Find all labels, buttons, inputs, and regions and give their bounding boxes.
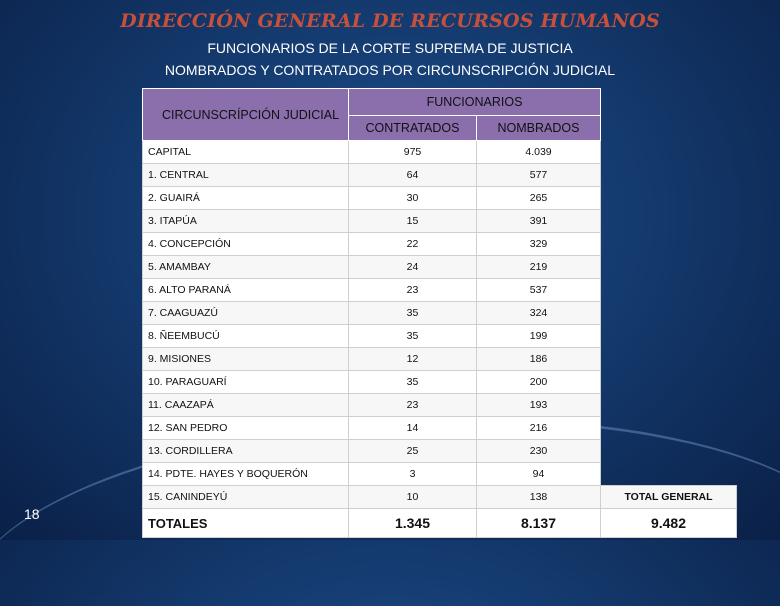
row-circunscripcion: 7. CAAGUAZÚ — [143, 302, 349, 325]
empty-cell — [601, 417, 737, 440]
empty-cell — [601, 394, 737, 417]
row-circunscripcion: 11. CAAZAPÁ — [143, 394, 349, 417]
table-row — [143, 164, 737, 187]
row-contratados: 23 — [349, 279, 477, 302]
row-circunscripcion: 1. CENTRAL — [143, 164, 349, 187]
totals-nombrados: 8.137 — [477, 509, 601, 538]
row-circunscripcion: 3. ITAPÚA — [143, 210, 349, 233]
page-title: DIRECCIÓN GENERAL DE RECURSOS HUMANOS — [120, 10, 660, 32]
row-nombrados: 193 — [477, 394, 601, 417]
row-nombrados: 265 — [477, 187, 601, 210]
row-contratados: 30 — [349, 187, 477, 210]
table-row — [143, 210, 737, 233]
totals-row — [143, 509, 737, 538]
row-circunscripcion: 10. PARAGUARÍ — [143, 371, 349, 394]
row-contratados: 24 — [349, 256, 477, 279]
row-circunscripcion: 9. MISIONES — [143, 348, 349, 371]
row-circunscripcion: CAPITAL — [143, 141, 349, 164]
empty-cell — [601, 210, 737, 233]
funcionarios-table — [142, 88, 737, 538]
total-general-value: 9.482 — [601, 509, 737, 538]
row-contratados: 12 — [349, 348, 477, 371]
empty-cell — [601, 164, 737, 187]
empty-cell — [601, 371, 737, 394]
empty-cell — [601, 440, 737, 463]
row-contratados: 23 — [349, 394, 477, 417]
empty-cell — [601, 302, 737, 325]
row-contratados: 35 — [349, 302, 477, 325]
table-row — [143, 417, 737, 440]
table-row — [143, 325, 737, 348]
row-circunscripcion: 6. ALTO PARANÁ — [143, 279, 349, 302]
row-contratados: 3 — [349, 463, 477, 486]
row-nombrados: 4.039 — [477, 141, 601, 164]
row-contratados: 975 — [349, 141, 477, 164]
row-contratados: 15 — [349, 210, 477, 233]
empty-cell — [601, 187, 737, 210]
row-nombrados: 199 — [477, 325, 601, 348]
row-nombrados: 138 — [477, 486, 601, 509]
row-contratados: 25 — [349, 440, 477, 463]
table-row — [143, 348, 737, 371]
table-row — [143, 279, 737, 302]
row-contratados: 64 — [349, 164, 477, 187]
totals-label: TOTALES — [143, 509, 349, 538]
row-circunscripcion: 8. ÑEEMBUCÚ — [143, 325, 349, 348]
row-nombrados: 219 — [477, 256, 601, 279]
table-row — [143, 440, 737, 463]
empty-cell — [601, 141, 737, 164]
row-circunscripcion: 15. CANINDEYÚ — [143, 486, 349, 509]
empty-cell — [601, 325, 737, 348]
row-nombrados: 186 — [477, 348, 601, 371]
empty-cell — [601, 348, 737, 371]
table-row — [143, 371, 737, 394]
row-nombrados: 324 — [477, 302, 601, 325]
row-contratados: 35 — [349, 371, 477, 394]
row-nombrados: 391 — [477, 210, 601, 233]
empty-cell — [601, 256, 737, 279]
empty-cell — [601, 463, 737, 486]
header-circunscripcion: CIRCUNSCRÍPCIÓN JUDICIAL — [143, 89, 349, 141]
row-circunscripcion: 13. CORDILLERA — [143, 440, 349, 463]
row-contratados: 35 — [349, 325, 477, 348]
table-row — [143, 256, 737, 279]
row-circunscripcion: 4. CONCEPCIÓN — [143, 233, 349, 256]
row-circunscripcion: 2. GUAIRÁ — [143, 187, 349, 210]
row-nombrados: 537 — [477, 279, 601, 302]
table-row — [143, 394, 737, 417]
row-contratados: 22 — [349, 233, 477, 256]
page-number: 18 — [24, 506, 40, 522]
table-row — [143, 141, 737, 164]
row-contratados: 10 — [349, 486, 477, 509]
header-funcionarios: FUNCIONARIOS — [349, 89, 601, 116]
row-nombrados: 200 — [477, 371, 601, 394]
row-nombrados: 230 — [477, 440, 601, 463]
totals-contratados: 1.345 — [349, 509, 477, 538]
total-general-label: TOTAL GENERAL — [601, 486, 737, 509]
empty-cell — [601, 279, 737, 302]
page-subtitle-line-1: FUNCIONARIOS DE LA CORTE SUPREMA DE JUSTICIA — [207, 40, 573, 56]
row-circunscripcion: 14. PDTE. HAYES Y BOQUERÓN — [143, 463, 349, 486]
table-row — [143, 463, 737, 486]
row-nombrados: 577 — [477, 164, 601, 187]
row-nombrados: 94 — [477, 463, 601, 486]
empty-cell — [601, 233, 737, 256]
row-circunscripcion: 12. SAN PEDRO — [143, 417, 349, 440]
table-row — [143, 302, 737, 325]
page-subtitle-line-2: NOMBRADOS Y CONTRATADOS POR CIRCUNSCRIPCIÓN JUDICIAL — [164, 62, 616, 78]
row-circunscripcion: 5. AMAMBAY — [143, 256, 349, 279]
table-row — [143, 486, 737, 509]
table-row — [143, 233, 737, 256]
table-row — [143, 187, 737, 210]
row-nombrados: 329 — [477, 233, 601, 256]
header-contratados: CONTRATADOS — [349, 116, 477, 141]
row-nombrados: 216 — [477, 417, 601, 440]
row-contratados: 14 — [349, 417, 477, 440]
header-nombrados: NOMBRADOS — [477, 116, 601, 141]
